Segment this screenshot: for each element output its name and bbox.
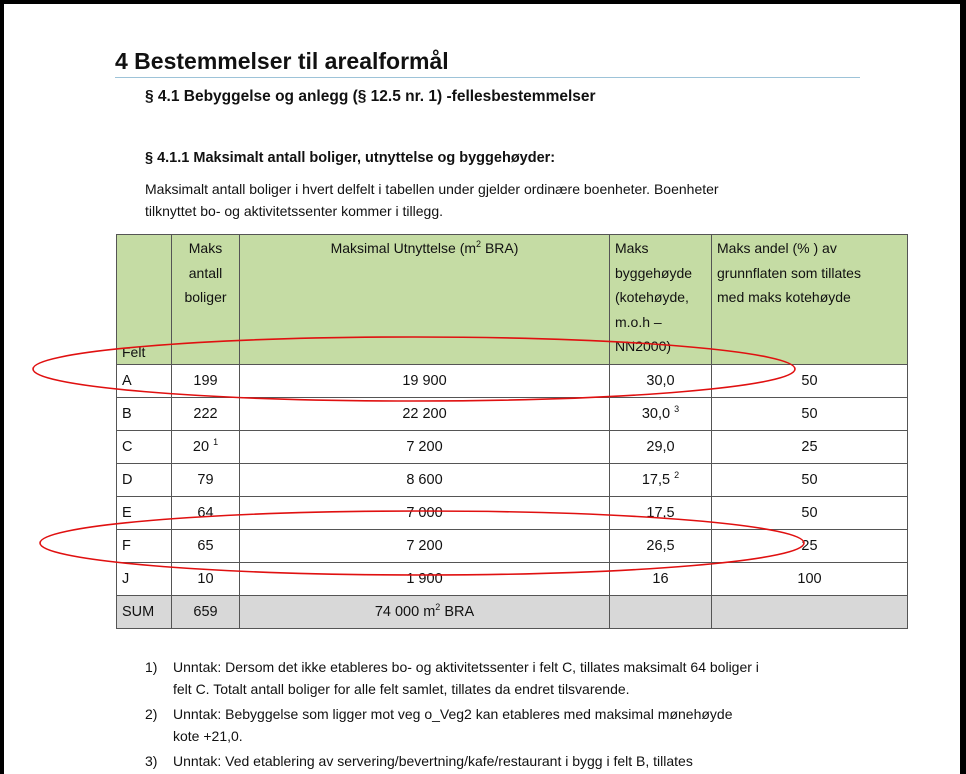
footnote-line: kote +21,0. [173,728,243,744]
header-line: byggehøyde [615,264,693,281]
cell-value: 29,0 [646,439,675,455]
header-line: Maks [188,240,223,256]
cell-hoyde [610,431,712,464]
header-hoyde [610,235,712,365]
cell-andel: 25 [712,431,908,464]
header-line: med maks kotehøyde [717,289,851,305]
footnote-number: 2) [145,706,158,722]
footnote-line: Unntak: Bebyggelse som ligger mot veg o_Veg2 kan etableres med maksimal mønehøyde [173,706,733,722]
cell-felt: A [117,365,172,398]
cell-hoyde [610,530,712,563]
header-text: Maksimal Utnyttelse (m [330,240,477,256]
cell-felt: D [117,464,172,497]
footnote-ref: 2 [674,470,680,480]
cell-felt: B [117,398,172,431]
cell-utnyttelse: 7 200 [240,431,610,464]
footnote-number: 3) [145,753,158,769]
cell-andel: 50 [712,464,908,497]
header-line: grunnflaten som tillates [717,264,861,281]
sum-row [117,596,908,629]
table-row [117,497,908,530]
cell-felt: J [117,563,172,596]
header-text: BRA) [481,240,519,256]
cell-value: 30,0 [641,406,671,422]
header-line: Maks [615,240,649,256]
cell-utnyttelse: 7 000 [240,497,610,530]
cell-value: 10 [197,571,214,587]
table-row [117,563,908,596]
intro-line: tilknyttet bo- og aktivitetssenter kommer i tillegg. [145,203,444,219]
header-andel [712,235,908,365]
cell-felt: C [117,431,172,464]
cell-hoyde [610,365,712,398]
cell-boliger [172,464,240,497]
cell-hoyde [610,464,712,497]
cell-value: 26,5 [646,538,675,554]
header-line: m.o.h – [615,313,662,330]
header-line: Maks andel (% ) av [717,240,837,256]
cell-text: BRA [440,604,475,620]
cell-value: 16 [652,571,669,587]
header-boliger [172,235,240,365]
cell-felt: E [117,497,172,530]
cell-andel: 100 [712,563,908,596]
cell-boliger [172,563,240,596]
cell-utnyttelse: 1 900 [240,563,610,596]
cell-value: 30,0 [646,373,675,389]
cell-boliger [172,365,240,398]
cell-andel: 50 [712,365,908,398]
cell-boliger [172,530,240,563]
sum-utnyttelse [240,596,610,629]
footnote [145,656,885,700]
cell-andel: 50 [712,398,908,431]
intro-paragraph [145,178,865,222]
table-row [117,431,908,464]
cell-hoyde [610,497,712,530]
header-utnyttelse [240,235,610,365]
table-row [117,398,908,431]
cell-utnyttelse: 8 600 [240,464,610,497]
cell-utnyttelse: 19 900 [240,365,610,398]
sum-andel [712,596,908,629]
footnote-ref: 3 [674,404,680,414]
section-heading: § 4.1 Bebyggelse og anlegg (§ 12.5 nr. 1) -fellesbestemmelser [145,88,596,105]
cell-boliger [172,431,240,464]
header-line: boliger [184,289,227,305]
footnotes [145,656,885,774]
cell-value: 64 [197,505,214,521]
superscript: 2 [435,602,441,612]
table-header-row [117,235,908,365]
cell-felt: F [117,530,172,563]
cell-andel: 25 [712,530,908,563]
subsection-heading: § 4.1.1 Maksimalt antall boliger, utnyttelse og byggehøyder: [145,150,556,166]
cell-value: 65 [197,538,214,554]
chapter-heading: 4 Bestemmelser til arealformål [115,48,860,78]
cell-hoyde [610,563,712,596]
footnote [145,750,885,772]
footnote-line: Unntak: Ved etablering av servering/bevertning/kafe/restaurant i bygg i felt B, tillates [173,753,693,769]
cell-boliger [172,398,240,431]
housing-table [116,234,908,629]
header-line: (kotehøyde, [615,289,689,305]
document-page [4,4,960,774]
table-row [117,464,908,497]
cell-value: 17,5 [641,472,671,488]
cell-utnyttelse: 7 200 [240,530,610,563]
cell-boliger [172,497,240,530]
cell-andel: 50 [712,497,908,530]
footnote [145,703,885,747]
header-felt: Felt [117,235,172,365]
footnote-text [173,656,885,700]
header-line: antall [188,264,223,281]
footnote-text [173,750,885,772]
sum-hoyde [610,596,712,629]
header-line: NN2000) [615,338,672,354]
sum-label: SUM [117,596,172,629]
cell-value: 20 [192,439,210,455]
table-row [117,530,908,563]
cell-utnyttelse: 22 200 [240,398,610,431]
cell-hoyde [610,398,712,431]
intro-line: Maksimalt antall boliger i hvert delfelt i tabellen under gjelder ordinære boenheter. Boenheter [145,181,719,197]
cell-value: 199 [193,373,218,389]
superscript: 2 [476,239,482,249]
cell-value: 79 [197,472,214,488]
footnote-line: felt C. Totalt antall boliger for alle felt samlet, tillates da endret tilsvarende. [173,681,630,697]
footnote-text [173,703,885,747]
footnote-number: 1) [145,659,158,675]
cell-value: 17,5 [646,505,675,521]
footnote-ref: 1 [213,437,219,447]
cell-value: 222 [193,406,218,422]
footnote-line: Unntak: Dersom det ikke etableres bo- og aktivitetssenter i felt C, tillates maksimalt 64 boliger i [173,659,759,675]
sum-boliger: 659 [172,596,240,629]
table-row [117,365,908,398]
cell-text: 74 000 m [374,604,436,620]
